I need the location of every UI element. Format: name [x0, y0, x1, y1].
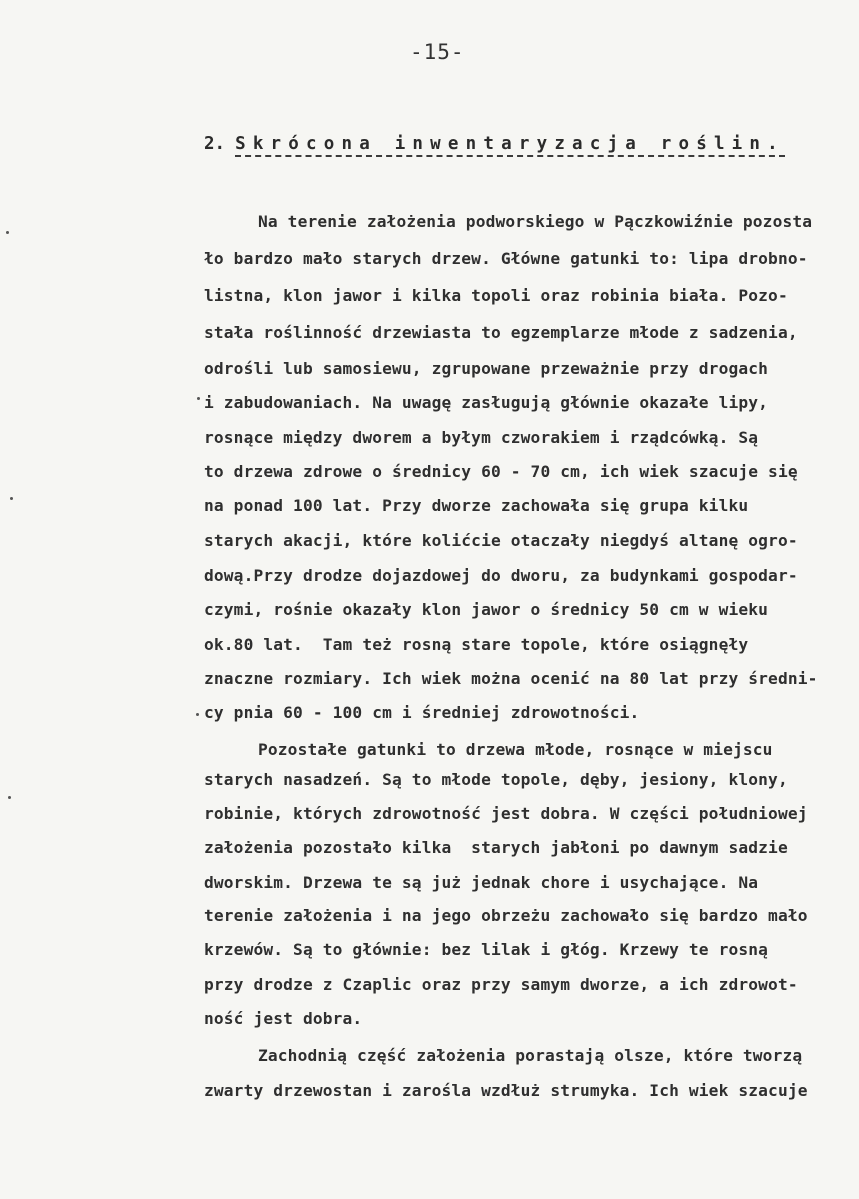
scan-speck: [8, 796, 11, 799]
text-line: ok.80 lat. Tam też rosną stare topole, które osiągnęły: [204, 635, 749, 654]
text-line: Pozostałe gatunki to drzewa młode, rosnące w miejscu: [258, 740, 773, 759]
text-line: założenia pozostało kilka starych jabłoni po dawnym sadzie: [204, 838, 788, 857]
text-line: rosnące między dworem a byłym czworakiem i rządcówką. Są: [204, 428, 759, 447]
text-line: listna, klon jawor i kilka topoli oraz robinia biała. Pozo-: [204, 286, 788, 305]
section-title: Skrócona inwentaryzacja roślin.: [235, 134, 785, 157]
text-line: krzewów. Są to głównie: bez lilak i głóg. Krzewy te rosną: [204, 940, 769, 959]
text-line: i zabudowaniach. Na uwagę zasługują głównie okazałe lipy,: [204, 393, 769, 412]
text-line: na ponad 100 lat. Przy dworze zachowała się grupa kilku: [204, 496, 749, 515]
scan-speck: [197, 397, 200, 400]
text-line: znaczne rozmiary. Ich wiek można ocenić na 80 lat przy średni-: [204, 669, 818, 688]
scan-speck: [10, 497, 13, 500]
scan-speck: [196, 713, 199, 716]
text-line: zwarty drzewostan i zarośla wzdłuż strumyka. Ich wiek szacuje: [204, 1081, 808, 1100]
text-line: starych akacji, które kolićcie otaczały niegdyś altanę ogro-: [204, 531, 798, 550]
section-number: 2.: [204, 134, 226, 154]
text-line: czymi, rośnie okazały klon jawor o średnicy 50 cm w wieku: [204, 600, 769, 619]
text-line: ło bardzo mało starych drzew. Główne gatunki to: lipa drobno-: [204, 249, 808, 268]
text-line: dową.Przy drodze dojazdowej do dworu, za budynkami gospodar-: [204, 566, 798, 585]
text-line: terenie założenia i na jego obrzeżu zachowało się bardzo mało: [204, 906, 808, 925]
text-line: Zachodnią część założenia porastają olsze, które tworzą: [258, 1046, 803, 1065]
section-heading: [204, 134, 785, 154]
text-line: Na terenie założenia podworskiego w Pączkowiźnie pozosta: [258, 212, 813, 231]
text-line: starych nasadzeń. Są to młode topole, dęby, jesiony, klony,: [204, 770, 788, 789]
scan-speck: [6, 231, 9, 234]
text-line: ność jest dobra.: [204, 1009, 363, 1028]
text-line: cy pnia 60 - 100 cm i średniej zdrowotności.: [204, 703, 640, 722]
page-number: -15-: [410, 40, 465, 64]
text-line: robinie, których zdrowotność jest dobra. W części południowej: [204, 804, 808, 823]
text-line: stała roślinność drzewiasta to egzemplarze młode z sadzenia,: [204, 323, 798, 342]
text-line: odrośli lub samosiewu, zgrupowane przeważnie przy drogach: [204, 359, 769, 378]
text-line: dworskim. Drzewa te są już jednak chore i usychające. Na: [204, 873, 759, 892]
text-line: przy drodze z Czaplic oraz przy samym dworze, a ich zdrowot-: [204, 975, 798, 994]
text-line: to drzewa zdrowe o średnicy 60 - 70 cm, ich wiek szacuje się: [204, 462, 798, 481]
